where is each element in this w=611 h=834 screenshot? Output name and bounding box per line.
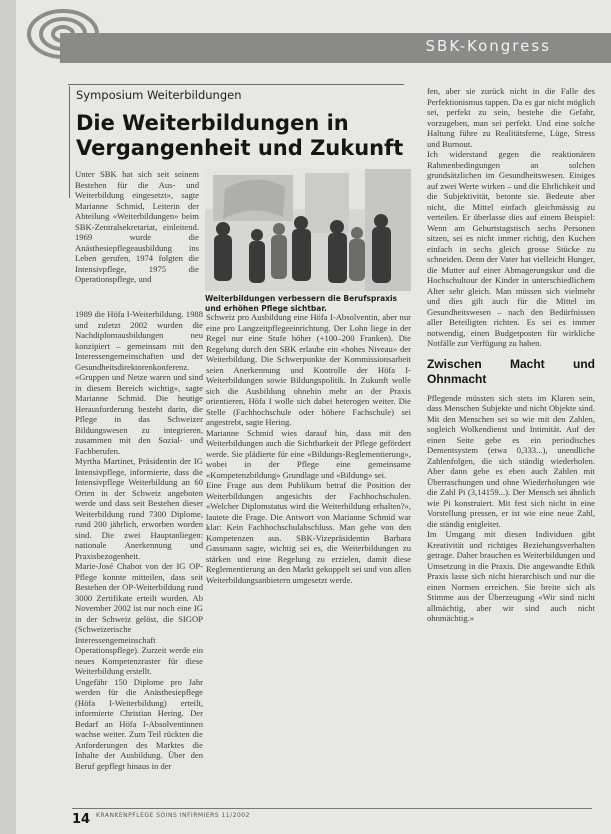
scan-edge (0, 0, 16, 834)
paragraph: Eine Frage aus dem Publikum betraf die Position der Weiterbildungen angesichts der Fachhochschulen. «Welcher Diplomstatus wird die Weiterbildung erhalten?», lautete die Frage. Die Antwort von Marianne Schmid war klar: Kein Fachhochschulabschluss. Man gehe von den Kompetenzen aus. SBK-Vizepräsidentin Barbara Gassmann sagte, wichtig sei es, die Weiterbildungen zu stärken und eine Regelung zu erzielen, damit diese Reglementierung an den Markt gekoppelt sei und von allen Weiterbildungsanbietern umgesetzt werde. (206, 480, 411, 585)
headline: Die Weiterbildungen in Vergangenheit und Zukunft (76, 111, 404, 160)
column-1-intro (75, 169, 199, 285)
paragraph: Ungefähr 150 Diplome pro Jahr werden für die Anästhesiepflege (Höfa I-Weiterbildung) erteilt, informierte Christian Hering. Der Bedarf an Höfa I-Absolventinnen wachse weiter. Zum Teil rückten die Anforderungen des Marktes die Inhalte der Ausbildung. Über den Beruf gepflegt hinaus in der (75, 676, 203, 771)
photo-caption: Weiterbildungen verbessern die Berufspraxis und erhöhen Pflege sichtbar. (205, 294, 397, 313)
side-rule (69, 86, 70, 198)
section-label: SBK-Kongress (425, 37, 551, 55)
kicker: Symposium Weiterbildungen (76, 88, 242, 102)
intro-paragraph: Unter SBK hat sich seit seinem Bestehen für die Aus- und Weiterbildung eingesetzt», sagte Marianne Schmid, Leiterin der Abteilung «Weiterbildungen» beim SBK-Zentralsekretariat, einleitend. 1969 wurde die Anästhesiepflegeausbildung ins Leben gerufen, 1974 folgten die Intensivpflege, 1975 die Operationspflege, und (75, 169, 199, 284)
paragraph: Pflegende müssten sich stets im Klaren sein, dass Menschen Subjekte und nicht Objekte sind. Mit den Menschen sei so wie mit den Zahlen, sogleich Wolkendienst und Intimität. Auf der einen Seite gebe es ein periodisches Dementsystem (etwa 0,333...), unendliche Zahlenfolgen, die sich ständig wiederholen. Aber dann gebe es eben auch Zahlen mit Überraschungen und ohne Wiederholungen wie die Zahl Pi (3,14159...). Der Mensch sei ähnlich wie Pi konstruiert. Mit fest sich nicht in eine Vorstellung pressen, er ist wie eine neue Zahl, die ständig entgleitet. (427, 392, 595, 529)
column-1 (75, 309, 203, 771)
paragraph: Ich widerstand gegen die reaktionären Rahmenbedingungen an solchen grundsätzlichen im Gesundheitswesen. Einiges auf zwei Werte wirken – und die Ehrlichkeit und die Subjektivität, betonte sie. Bedeute aber nicht, die Mittel einfach gleichmässig zu verteilen. Er überlasse dies auf einem Beispiel: Wenn am Geburtstagstisch sechs Personen sitzen, sei es nicht immer richtig, den Kuchen einfach in sechs gleich grosse Stücke zu schneiden. Denn der Vater hat vielleicht Hunger, die Mutter auf einer Abmagerungskur und die Hochschultour der Kinder in unterschiedlichem Alter sehr gleich. Man müssen sich vielmehr und dies gilt auch für die Mittel im Gesundheitswesen – nach den Bedürfnissen aller Beteiligten richten. Es sei es immer notwendig, einen Budgetposten für wirkliche Notfälle zur Verfügung zu haben. (427, 149, 595, 348)
paragraph: Im Umgang mit diesen Individuen gibt Kreativität und richtiges Beziehungsverhalten getrage. Daher brauchen es Weiterbildungen und Umsetzung in die Praxis. Die angewandte Ethik Praxis lasse sich nicht hierarchisch und nur die einen Normen erreichen. Sie breite sich als Stimme aus der Überzeugung «Wir sind nicht allmächtig, aber wir sind auch nicht ohnmächtig.» (427, 529, 595, 623)
paragraph: fen, aber sie zurück nicht in die Falle des Perfektionismus tappen. Da es gar nicht möglich sei, perfekt zu sein, bestehe die Gefahr, vorzugeben, man sei perfekt. Und eine solche Haltung führe zu Realitätsferne, Lüge, Stress und Burnout. (427, 86, 595, 149)
subheading: Zwischen Macht und Ohnmacht (427, 356, 595, 386)
magazine-name: KRANKENPFLEGE SOINS INFIRMIERS 11/2002 (96, 812, 250, 819)
section-band (60, 33, 611, 63)
paragraph: Schweiz pro Ausbildung eine Höfa I-Absolventin, aber nur eine pro Langzeitpflegeeinrichtung. Der Lohn liege in der Regel nur eine Stufe höher (+100–200 Franken). Die Regelung durch den SBK erlaube ein «hohes Niveau» der Weiterbildung. Die Schwerpunkte der Kommissionsarbeit seien Anerkennung und Kontrolle der Höfa I-Weiterbildungen sowie Bildungspolitik. In Zukunft wolle sich die Ausbildung ohnehin mehr an der Praxis orientieren, Höfa I wolle sich dabei heterogen weiter. Die Stelle (Fachhochschule oder höhere Fachschule) sei angestrebt, sagte Hering. (206, 312, 411, 427)
kicker-rule (68, 84, 404, 85)
paragraph: Marie-José Chabot von der IG OP-Pflege konnte mitteilen, dass seit Bestehen der OP-Weiterbildung rund 3000 Zertifikate erteilt wurden. Ab November 2002 ist nur noch eine IG in der Schweiz gelöst, die SIGOP (Schweizerische Interessengemeinschaft Operationspflege). Zurzeit werde ein neues Kompetenzraster für diese Weiterbildung erstellt. (75, 561, 203, 676)
column-2 (206, 312, 411, 585)
event-photo (205, 169, 411, 291)
paragraph: Myrtha Martinet, Präsidentin der IG Intensivpflege, informierte, dass die Intensivpflege Weiterbildung an 60 Orten in der Schweiz angeboten werde und dass seit Bestehen dieser Weiterbildung rund 7300 Diplome, rund 200 jährlich, erworben worden sind. Die zwei Hauptanliegen: nationale Anerkennung und Praxisbezogenheit. (75, 456, 203, 561)
footer-rule (72, 808, 592, 809)
column-3 (427, 86, 595, 624)
page-number: 14 (72, 812, 91, 827)
paragraph: Marianne Schmid wies darauf hin, dass mit den Weiterbildungen auch die Sichtbarkeit der Pflege gefördert werde. Sie plädierte für eine «Bildungs-Reglementierung», wobei in der Pflege eine gemeinsame «Kompetenzbildung» Grundlage und «Bildung» sei. (206, 427, 411, 480)
paragraph: 1989 die Höfa I-Weiterbildung. 1988 und zuletzt 2002 wurden die Nachdiplomausbildungen neu konzipiert – gemeinsam mit den Interessengemeinschaften und der Gesundheitsdirektorenkonferenz. «Gruppen und Netze waren und sind in diesem Bereich wichtig», sagte Marianne Schmid. Die heutige Herausforderung besteht darin, die Pflege in das Schweizer Bildungswesen zu integrieren, zusammen mit den Sozial- und Fachberufen. (75, 309, 203, 456)
